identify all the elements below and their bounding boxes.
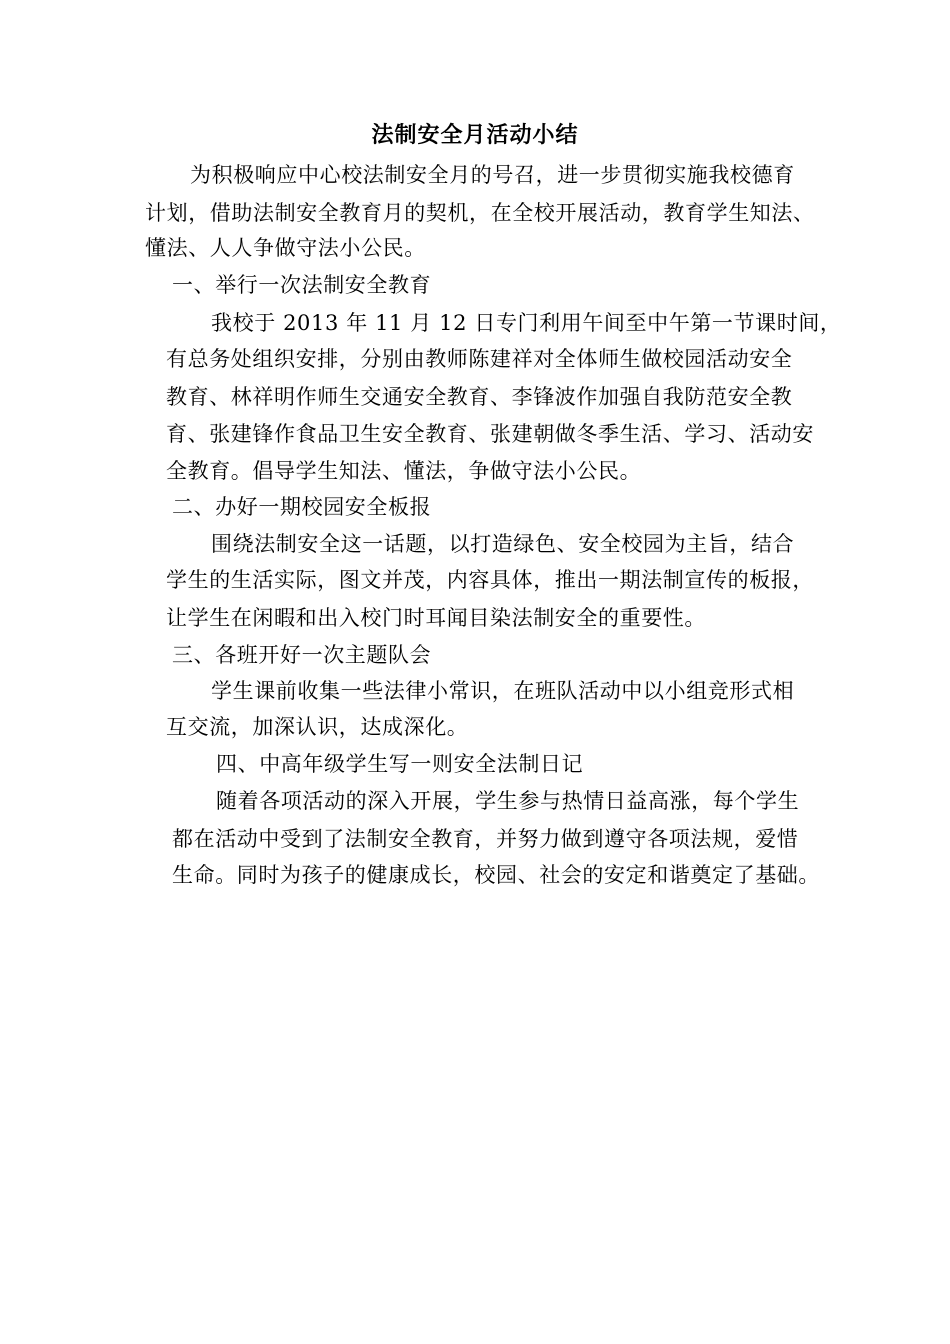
section-4-line-3: 生命。同时为孩子的健康成长，校园、社会的安定和谐奠定了基础。: [172, 863, 820, 887]
section-2-line-1: 围绕法制安全这一话题，以打造绿色、安全校园为主旨，结合: [211, 532, 795, 556]
section-4-line-2: 都在活动中受到了法制安全教育，并努力做到遵守各项法规，爱惜: [172, 827, 799, 851]
section-2-line-2: 学生的生活实际，图文并茂，内容具体，推出一期法制宣传的板报，: [166, 568, 814, 592]
section-2-line-3: 让学生在闲暇和出入校门时耳闻目染法制安全的重要性。: [166, 606, 706, 630]
intro-line-3: 懂法、人人争做守法小公民。: [145, 236, 426, 260]
section-4-heading: 四、中高年级学生写一则安全法制日记: [216, 752, 584, 776]
section-1-line-1: 我校于 2013 年 11 月 12 日专门利用午间至中午第一节课时间，: [211, 311, 842, 335]
section-1-heading: 一、举行一次法制安全教育: [172, 273, 432, 297]
section-2-heading: 二、办好一期校园安全板报: [172, 495, 432, 519]
document-title: 法制安全月活动小结: [371, 122, 579, 148]
section-1-line-2: 有总务处组织安排，分别由教师陈建祥对全体师生做校园活动安全: [166, 347, 793, 371]
intro-line-1: 为积极响应中心校法制安全月的号召，进一步贯彻实施我校德育: [190, 163, 795, 187]
section-3-line-2: 互交流，加深认识，达成深化。: [166, 715, 469, 739]
section-1-line-3: 教育、林祥明作师生交通安全教育、李锋波作加强自我防范安全教: [166, 385, 793, 409]
intro-line-2: 计划，借助法制安全教育月的契机，在全校开展活动，教育学生知法、: [145, 201, 815, 225]
section-4-line-1: 随着各项活动的深入开展，学生参与热情日益高涨，每个学生: [216, 789, 800, 813]
section-1-line-4: 育、张建锋作食品卫生安全教育、张建朝做冬季生活、学习、活动安: [166, 422, 814, 446]
section-1-line-5: 全教育。倡导学生知法、懂法，争做守法小公民。: [166, 459, 642, 483]
section-3-heading: 三、各班开好一次主题队会: [172, 643, 432, 667]
section-3-line-1: 学生课前收集一些法律小常识，在班队活动中以小组竞形式相: [211, 679, 795, 703]
